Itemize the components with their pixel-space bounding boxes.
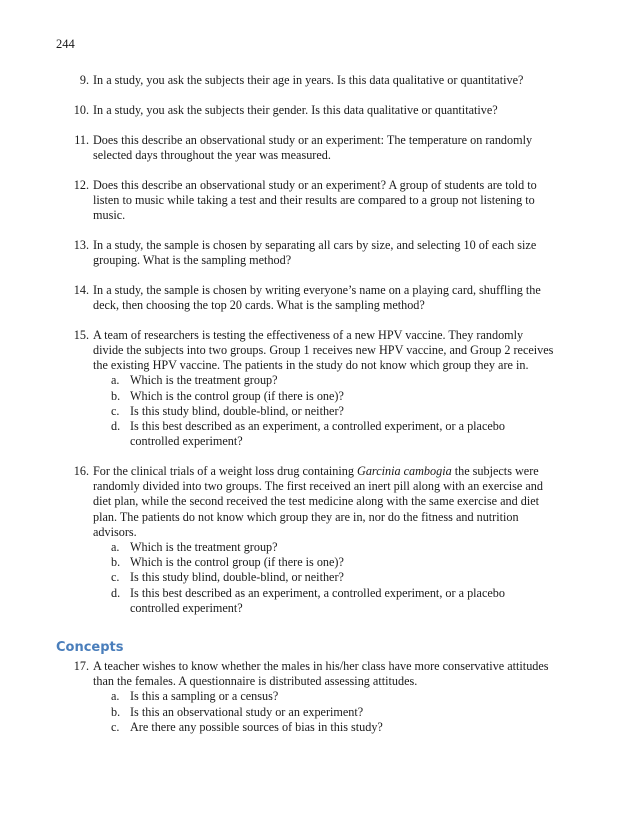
question-10 bbox=[56, 103, 556, 118]
question-number: 13 . bbox=[56, 238, 89, 253]
question-text bbox=[93, 464, 556, 540]
sub-question-letter: c . bbox=[111, 570, 119, 585]
question-text: In a study, the sample is chosen by separating all cars by size, and selecting 10 of each size grouping. What is the sampling method? bbox=[93, 237, 537, 267]
sub-question-list bbox=[93, 373, 556, 449]
sub-question-letter: d . bbox=[111, 586, 120, 601]
sub-question-text: Is this study blind, double-blind, or neither? bbox=[130, 403, 344, 418]
sub-question-c bbox=[93, 570, 556, 585]
question-text-start: For the clinical trials of a weight loss drug containing bbox=[93, 464, 358, 479]
sub-question-text: Which is the control group (if there is one)? bbox=[130, 388, 344, 403]
sub-question-b bbox=[93, 555, 556, 570]
sub-question-b bbox=[93, 389, 556, 404]
sub-question-d bbox=[93, 586, 556, 616]
sub-question-text: Which is the control group (if there is one)? bbox=[130, 555, 344, 570]
sub-question-text: Is this best described as an experiment, a controlled experiment, or a placebo controlled experiment? bbox=[130, 419, 505, 449]
question-text: In a study, you ask the subjects their age in years. Is this data qualitative or quantitative? bbox=[93, 73, 524, 87]
question-14 bbox=[56, 283, 556, 313]
sub-question-d bbox=[93, 419, 556, 449]
sub-question-letter: a . bbox=[111, 689, 119, 704]
species-name: Garcinia cambogia bbox=[357, 464, 452, 479]
sub-question-letter: b . bbox=[111, 389, 120, 404]
question-number: 15 . bbox=[56, 328, 89, 343]
sub-question-a bbox=[93, 540, 556, 555]
question-text: Does this describe an observational study or an experiment? A group of students are told to listen to music while taking a test and their results are compared to a group not listening to music. bbox=[93, 177, 537, 222]
question-13 bbox=[56, 238, 556, 268]
sub-question-text: Which is the treatment group? bbox=[130, 540, 278, 555]
question-text: In a study, the sample is chosen by writing everyone’s name on a playing card, shuffling the deck, then choosing the top 20 cards. What is the sampling method? bbox=[93, 282, 541, 312]
question-9 bbox=[56, 73, 556, 88]
question-text: Does this describe an observational study or an experiment: The temperature on randomly selected days throughout the year was measured. bbox=[93, 132, 533, 162]
sub-question-text: Is this best described as an experiment, a controlled experiment, or a placebo controlled experiment? bbox=[130, 585, 505, 615]
sub-question-letter: d . bbox=[111, 419, 120, 434]
sub-question-text: Is this study blind, double-blind, or neither? bbox=[130, 570, 344, 585]
sub-question-b bbox=[93, 705, 556, 720]
question-12 bbox=[56, 178, 556, 224]
sub-question-letter: c . bbox=[111, 404, 119, 419]
sub-question-c bbox=[93, 720, 556, 735]
question-number: 10 . bbox=[56, 103, 89, 118]
sub-question-text: Which is the treatment group? bbox=[130, 373, 278, 388]
sub-question-c bbox=[93, 404, 556, 419]
page-number: 244 bbox=[56, 37, 75, 51]
sub-question-list bbox=[93, 540, 556, 616]
question-number: 12 . bbox=[56, 178, 89, 193]
exercise-content bbox=[56, 73, 556, 750]
sub-question-letter: b . bbox=[111, 555, 120, 570]
sub-question-text: Are there any possible sources of bias in this study? bbox=[130, 719, 383, 734]
question-text: A teacher wishes to know whether the males in his/her class have more conservative attitudes than the females. A questionnaire is distributed assessing attitudes. bbox=[93, 659, 549, 689]
question-number: 14 . bbox=[56, 283, 89, 298]
question-number: 16 . bbox=[56, 464, 89, 479]
question-17 bbox=[56, 659, 556, 735]
question-number: 17 . bbox=[56, 659, 89, 674]
sub-question-text: Is this a sampling or a census? bbox=[130, 689, 279, 704]
question-text: In a study, you ask the subjects their gender. Is this data qualitative or quantitative? bbox=[93, 102, 498, 117]
sub-question-a bbox=[93, 689, 556, 704]
section-heading-concepts: Concepts bbox=[56, 640, 124, 656]
question-number: 9 . bbox=[56, 73, 89, 88]
question-11 bbox=[56, 133, 556, 163]
sub-question-list bbox=[93, 689, 556, 735]
sub-question-letter: a . bbox=[111, 373, 119, 388]
question-text-end: the subjects were randomly divided into two groups. The first received an inert pill along with an exercise and diet plan, while the second received the test medicine along with the same exercise and diet plan. The patients do not know which group they are in, nor do the fitness and nutrition advisors. bbox=[93, 464, 543, 539]
sub-question-a bbox=[93, 373, 556, 388]
question-16 bbox=[56, 464, 556, 616]
question-15 bbox=[56, 328, 556, 450]
question-number: 11 . bbox=[56, 133, 89, 148]
sub-question-letter: b . bbox=[111, 705, 120, 720]
question-text: A team of researchers is testing the effectiveness of a new HPV vaccine. They randomly divide the subjects into two groups. Group 1 receives new HPV vaccine, and Group 2 receives the existing HPV vaccine. The patients in the study do not know which group they are in. bbox=[93, 327, 554, 373]
sub-question-text: Is this an observational study or an experiment? bbox=[130, 704, 364, 719]
sub-question-letter: a . bbox=[111, 540, 119, 555]
sub-question-letter: c . bbox=[111, 720, 119, 735]
